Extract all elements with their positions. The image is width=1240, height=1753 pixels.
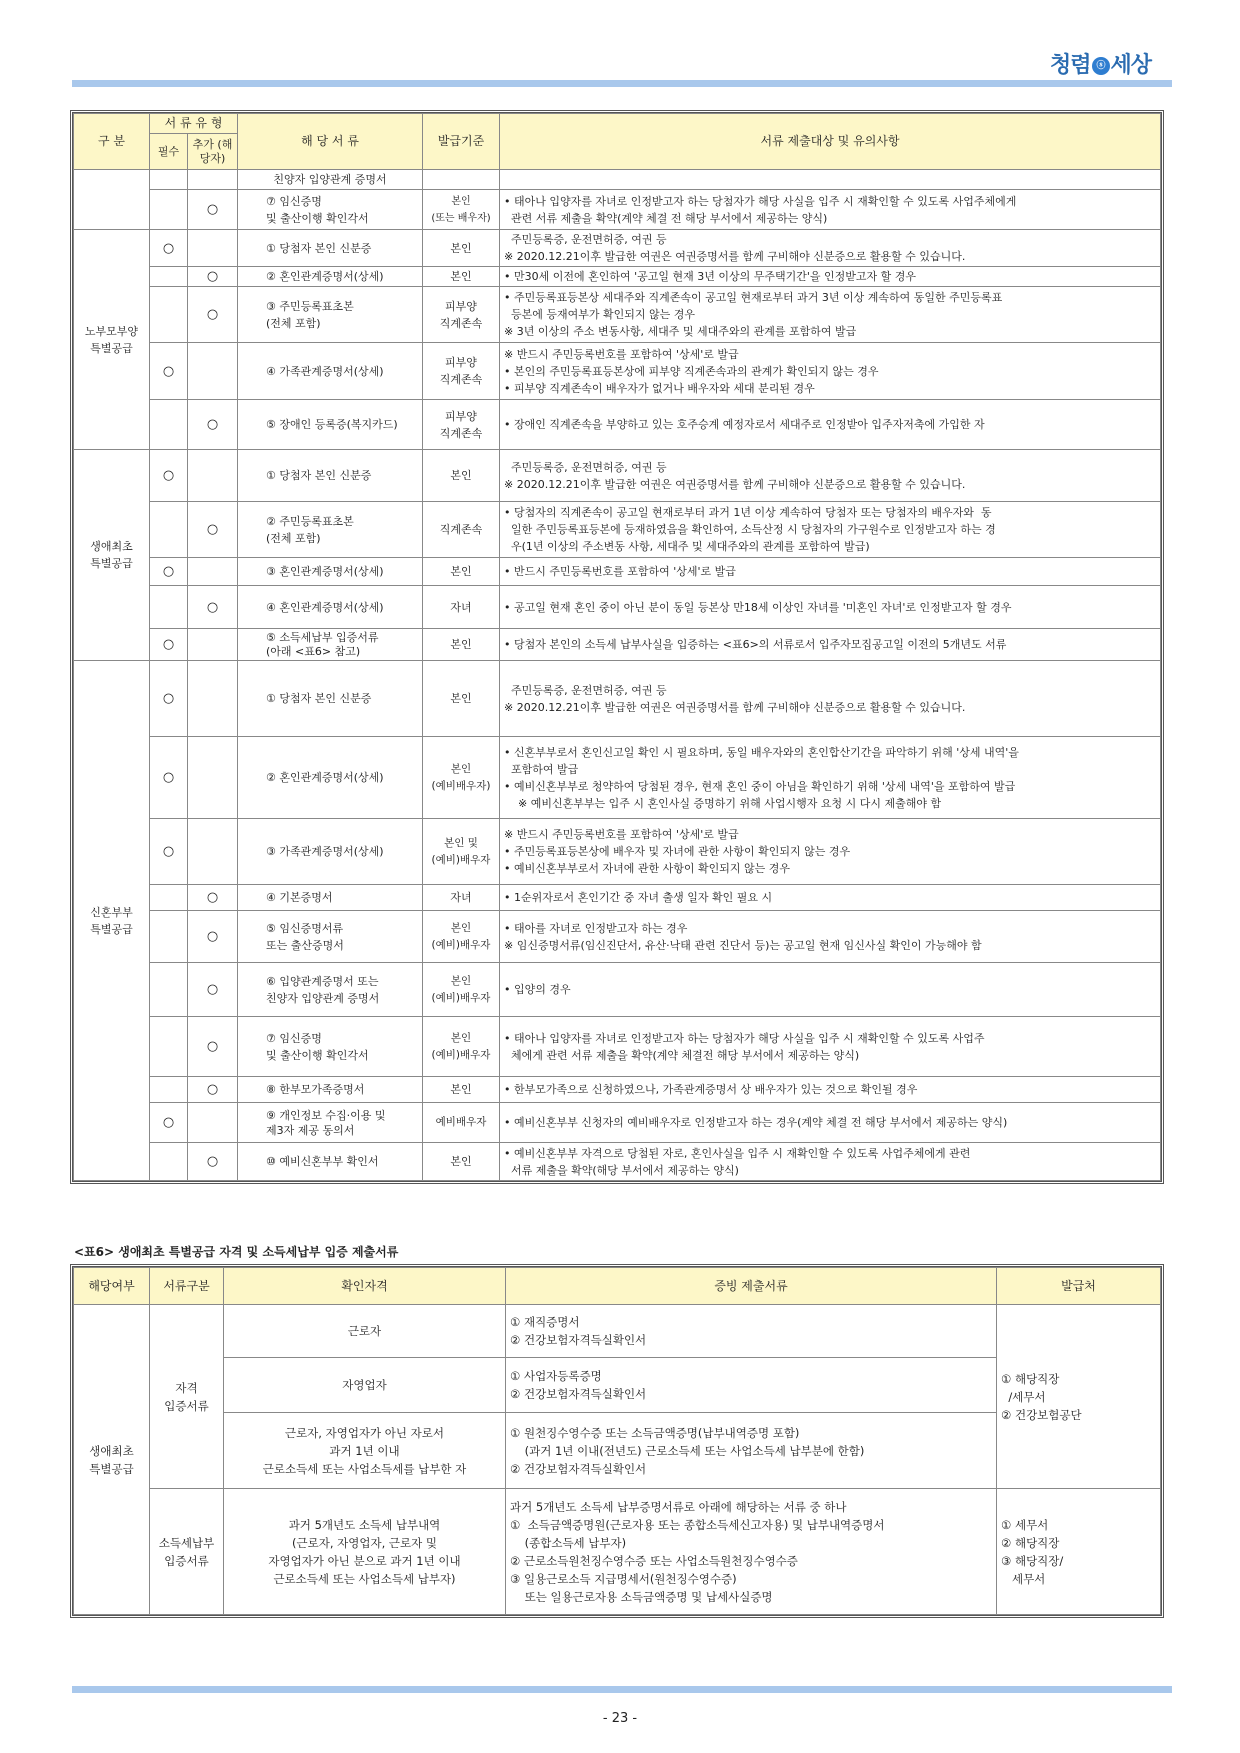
issuer-cell: 본인 <box>423 267 500 287</box>
additional-mark: ○ <box>188 586 238 629</box>
doc-cell: ③ 가족관계증명서(상세) <box>238 819 423 885</box>
note-cell: • 1순위자로서 혼인기간 중 자녀 출생 일자 확인 필요 시 <box>500 885 1161 911</box>
doc-cell: ⑧ 한부모가족증명서 <box>238 1077 423 1103</box>
header-required: 필수 <box>150 134 188 170</box>
note-cell: • 태아나 입양자를 자녀로 인정받고자 하는 당첨자가 해당 사실을 입주 시 재확인할 수 있도록 사업주 체에게 관련 서류 제출을 확약(계약 체결전 해당 부서에서 제공하는 양식) <box>500 1017 1161 1077</box>
issuer-cell: 본인 (예비)배우자 <box>423 1017 500 1077</box>
header-type: 서 류 유 형 <box>150 114 238 134</box>
additional-mark: ○ <box>188 190 238 230</box>
note-cell: • 태아나 입양자를 자녀로 인정받고자 하는 당첨자가 해당 사실을 입주 시 재확인할 수 있도록 사업주체에게 관련 서류 제출을 확약(계약 체결 전 해당 부서에서 제공하는 양식) <box>500 190 1161 230</box>
required-mark: ○ <box>150 1103 188 1143</box>
note-cell: • 만30세 이전에 혼인하여 '공고일 현재 3년 이상의 무주택기간'을 인정받고자 할 경우 <box>500 267 1161 287</box>
issuer-cell: 본인 및 (예비)배우자 <box>423 819 500 885</box>
evidence-cell: 과거 5개년도 소득세 납부증명서류로 아래에 해당하는 서류 중 하나 ① 소득금액증명원(근로자용 또는 종합소득세신고자용) 및 납부내역증명서 (종합소득세 납부자) ② 근로소득원천징수영수증 또는 사업소득원천징수영수증 ③ 일용근로소득 지급명세서(원천징수영수증) 또는 일용근로자용 소득금액증명 및 납세사실증명 <box>506 1489 997 1615</box>
doc-cell: ⑦ 임신증명 및 출산이행 확인각서 <box>238 1017 423 1077</box>
additional-mark: ○ <box>188 963 238 1017</box>
issuer-cell: 본인 <box>423 1143 500 1181</box>
doc-cell: ⑤ 소득세납부 입증서류 (아래 <표6> 참고) <box>238 629 423 661</box>
additional-mark: ○ <box>188 1077 238 1103</box>
issuer-cell: 본인 <box>423 450 500 502</box>
issuer-cell: 본인 (예비)배우자 <box>423 911 500 963</box>
issuer-cell: 피부양 직계존속 <box>423 343 500 400</box>
tax-docs: 소득세납부 입증서류 <box>150 1489 224 1615</box>
doc-cell: ⑩ 예비신혼부부 확인서 <box>238 1143 423 1181</box>
additional-mark: ○ <box>188 1143 238 1181</box>
required-mark: ○ <box>150 450 188 502</box>
required-mark: ○ <box>150 819 188 885</box>
header-notes: 서류 제출대상 및 유의사항 <box>500 114 1161 170</box>
doc-cell: ③ 혼인관계증명서(상세) <box>238 558 423 586</box>
logo <box>1050 48 1151 79</box>
additional-mark: ○ <box>188 287 238 343</box>
additional-mark: ○ <box>188 1017 238 1077</box>
logo-text: 청렴 <box>1050 53 1091 78</box>
qual-cell: 자영업자 <box>224 1358 506 1413</box>
doc-cell: ② 혼인관계증명서(상세) <box>238 267 423 287</box>
logo-dot-icon: ⓢ <box>1092 57 1110 75</box>
note-cell: ※ 반드시 주민등록번호를 포함하여 '상세'로 발급 • 본인의 주민등록표등본상에 피부양 직계존속과의 관계가 확인되지 않는 경우 • 피부양 직계존속이 배우자가 없거나 배우자와 세대 분리된 경우 <box>500 343 1161 400</box>
issuer-cell: ① 세무서 ② 해당직장 ③ 해당직장/ 세무서 <box>997 1489 1161 1615</box>
note-cell: • 태아를 자녀로 인정받고자 하는 경우 ※ 임신증명서류(임신진단서, 유산·낙태 관련 진단서 등)는 공고일 현재 임신사실 확인이 가능해야 함 <box>500 911 1161 963</box>
top-divider <box>72 80 1172 87</box>
header-additional: 추가 (해당자) <box>188 134 238 170</box>
qual-cell: 근로자 <box>224 1305 506 1358</box>
issuer-cell: 본인 (또는 배우자) <box>423 190 500 230</box>
bottom-divider <box>72 1686 1172 1693</box>
header-evidence: 증빙 제출서류 <box>506 1268 997 1305</box>
category-cont <box>74 170 150 230</box>
additional-mark: ○ <box>188 267 238 287</box>
note-cell: 주민등록증, 운전면허증, 여권 등 ※ 2020.12.21이후 발급한 여권은 여권증명서를 함께 구비해야 신분증으로 활용할 수 있습니다. <box>500 450 1161 502</box>
category-newlywed: 신혼부부 특별공급 <box>74 661 150 1181</box>
required-mark: ○ <box>150 558 188 586</box>
required-mark: ○ <box>150 230 188 267</box>
doc-cell: ⑦ 임신증명 및 출산이행 확인각서 <box>238 190 423 230</box>
issuer-cell: 본인 <box>423 629 500 661</box>
doc-cell: ① 당첨자 본인 신분증 <box>238 230 423 267</box>
header-applicable: 해당여부 <box>74 1268 150 1305</box>
additional-mark: ○ <box>188 502 238 558</box>
qual-cell: 근로자, 자영업자가 아닌 자로서 과거 1년 이내 근로소득세 또는 사업소득세를 납부한 자 <box>224 1413 506 1489</box>
note-cell: • 한부모가족으로 신청하였으나, 가족관계증명서 상 배우자가 있는 것으로 확인될 경우 <box>500 1077 1161 1103</box>
note-cell: 주민등록증, 운전면허증, 여권 등 ※ 2020.12.21이후 발급한 여권은 여권증명서를 함께 구비해야 신분증으로 활용할 수 있습니다. <box>500 230 1161 267</box>
required-mark: ○ <box>150 737 188 819</box>
logo-text-2: 세상 <box>1110 53 1152 78</box>
note-cell: • 예비신혼부부 신청자의 예비배우자로 인정받고자 하는 경우(계약 체결 전 해당 부서에서 제공하는 양식) <box>500 1103 1161 1143</box>
category-first-home: 생애최초 특별공급 <box>74 1305 150 1615</box>
issuer-cell: 자녀 <box>423 586 500 629</box>
qualification-docs: 자격 입증서류 <box>150 1305 224 1489</box>
issuer-cell: 본인 (예비)배우자 <box>423 963 500 1017</box>
additional-mark: ○ <box>188 911 238 963</box>
doc-cell: ⑤ 임신증명서류 또는 출산증명서 <box>238 911 423 963</box>
doc-cell: ④ 가족관계증명서(상세) <box>238 343 423 400</box>
table6-caption: <표6> 생애최초 특별공급 자격 및 소득세납부 입증 제출서류 <box>74 1245 399 1259</box>
documents-table <box>70 110 1164 1184</box>
category-elderly: 노부모부양 특별공급 <box>74 230 150 450</box>
note-cell: • 입양의 경우 <box>500 963 1161 1017</box>
issuer-cell: 본인 <box>423 558 500 586</box>
qual-cell: 과거 5개년도 소득세 납부내역 (근로자, 자영업자, 근로자 및 자영업자가 아닌 분으로 과거 1년 이내 근로소득세 또는 사업소득세 납부자) <box>224 1489 506 1615</box>
required-mark: ○ <box>150 661 188 737</box>
note-cell: • 공고일 현재 혼인 중이 아닌 분이 동일 등본상 만18세 이상인 자녀를 '미혼인 자녀'로 인정받고자 할 경우 <box>500 586 1161 629</box>
note-cell: ※ 반드시 주민등록번호를 포함하여 '상세'로 발급 • 주민등록표등본상에 배우자 및 자녀에 관한 사항이 확인되지 않는 경우 • 예비신혼부부로서 자녀에 관한 사항이 확인되지 않는 경우 <box>500 819 1161 885</box>
issuer-cell: 본인 (예비배우자) <box>423 737 500 819</box>
issuer-cell: 피부양 직계존속 <box>423 400 500 450</box>
note-cell: • 장애인 직계존속을 부양하고 있는 호주승계 예정자로서 세대주로 인정받아 입주자저축에 가입한 자 <box>500 400 1161 450</box>
doc-cell: ② 혼인관계증명서(상세) <box>238 737 423 819</box>
note-cell: • 반드시 주민등록번호를 포함하여 '상세'로 발급 <box>500 558 1161 586</box>
header-issuer: 발급기준 <box>423 114 500 170</box>
header-document: 해 당 서 류 <box>238 114 423 170</box>
note-cell: 주민등록증, 운전면허증, 여권 등 ※ 2020.12.21이후 발급한 여권은 여권증명서를 함께 구비해야 신분증으로 활용할 수 있습니다. <box>500 661 1161 737</box>
doc-cell: ① 당첨자 본인 신분증 <box>238 450 423 502</box>
evidence-cell: ① 원천징수영수증 또는 소득금액증명(납부내역증명 포함) (과거 1년 이내(전년도) 근로소득세 또는 사업소득세 납부분에 한함) ② 건강보험자격득실확인서 <box>506 1413 997 1489</box>
issuer-cell: 본인 <box>423 1077 500 1103</box>
issuer-cell: 피부양 직계존속 <box>423 287 500 343</box>
doc-cell: ② 주민등록표초본 (전체 포함) <box>238 502 423 558</box>
note-cell: • 주민등록표등본상 세대주와 직계존속이 공고일 현재로부터 과거 3년 이상 계속하여 동일한 주민등록표 등본에 등재여부가 확인되지 않는 경우 ※ 3년 이상의 주소 변동사항, 세대주 및 세대주와의 관계를 포함하여 발급 <box>500 287 1161 343</box>
doc-cell: ⑨ 개인정보 수집·이용 및 제3자 제공 동의서 <box>238 1103 423 1143</box>
doc-cell: ① 당첨자 본인 신분증 <box>238 661 423 737</box>
income-tax-table <box>70 1264 1164 1618</box>
header-doc-type: 서류구분 <box>150 1268 224 1305</box>
issuer-cell: 본인 <box>423 661 500 737</box>
evidence-cell: ① 사업자등록증명 ② 건강보험자격득실확인서 <box>506 1358 997 1413</box>
required-mark: ○ <box>150 629 188 661</box>
note-cell: • 신혼부부로서 혼인신고일 확인 시 필요하며, 동일 배우자와의 혼인합산기간을 파악하기 위해 '상세 내역'을 포함하여 발급 • 예비신혼부부로 청약하여 당첨된 경우, 현재 혼인 중이 아님을 확인하기 위해 '상세 내역'을 포함하여 발급 ※ 예비신혼부부는 입주 시 혼인사실 증명하기 위해 사업시행자 요청 시 다시 제출해야 함 <box>500 737 1161 819</box>
issuer-cell: 본인 <box>423 230 500 267</box>
header-qualification: 확인자격 <box>224 1268 506 1305</box>
header-issuer: 발급처 <box>997 1268 1161 1305</box>
header-category: 구 분 <box>74 114 150 170</box>
doc-cell: ⑥ 입양관계증명서 또는 친양자 입양관계 증명서 <box>238 963 423 1017</box>
doc-cell: ⑤ 장애인 등록증(복지카드) <box>238 400 423 450</box>
issuer-cell: ① 해당직장 /세무서 ② 건강보험공단 <box>997 1305 1161 1489</box>
doc-cell: ③ 주민등록표초본 (전체 포함) <box>238 287 423 343</box>
issuer-cell: 자녀 <box>423 885 500 911</box>
issuer-cell: 예비배우자 <box>423 1103 500 1143</box>
note-cell: • 당첨자의 직계존속이 공고일 현재로부터 과거 1년 이상 계속하여 당첨자 또는 당첨자의 배우자와 동 일한 주민등록표등본에 등재하였음을 확인하여, 소득산정 시 당첨자의 가구원수로 인정받고자 하는 경 우(1년 이상의 주소변동 사항, 세대주 및 세대주와의 관계를 포함하여 발급) <box>500 502 1161 558</box>
doc-cell: ④ 기본증명서 <box>238 885 423 911</box>
issuer-cell: 직계존속 <box>423 502 500 558</box>
note-cell: • 예비신혼부부 자격으로 당첨된 자로, 혼인사실을 입주 시 재확인할 수 있도록 사업주체에게 관련 서류 제출을 확약(해당 부서에서 제공하는 양식) <box>500 1143 1161 1181</box>
doc-cell: 친양자 입양관계 증명서 <box>238 170 423 190</box>
page-number: - 23 - <box>602 1711 638 1726</box>
additional-mark: ○ <box>188 885 238 911</box>
additional-mark: ○ <box>188 400 238 450</box>
required-mark: ○ <box>150 343 188 400</box>
doc-cell: ④ 혼인관계증명서(상세) <box>238 586 423 629</box>
note-cell: • 당첨자 본인의 소득세 납부사실을 입증하는 <표6>의 서류로서 입주자모집공고일 이전의 5개년도 서류 <box>500 629 1161 661</box>
category-first-home: 생애최초 특별공급 <box>74 450 150 661</box>
evidence-cell: ① 재직증명서 ② 건강보험자격득실확인서 <box>506 1305 997 1358</box>
